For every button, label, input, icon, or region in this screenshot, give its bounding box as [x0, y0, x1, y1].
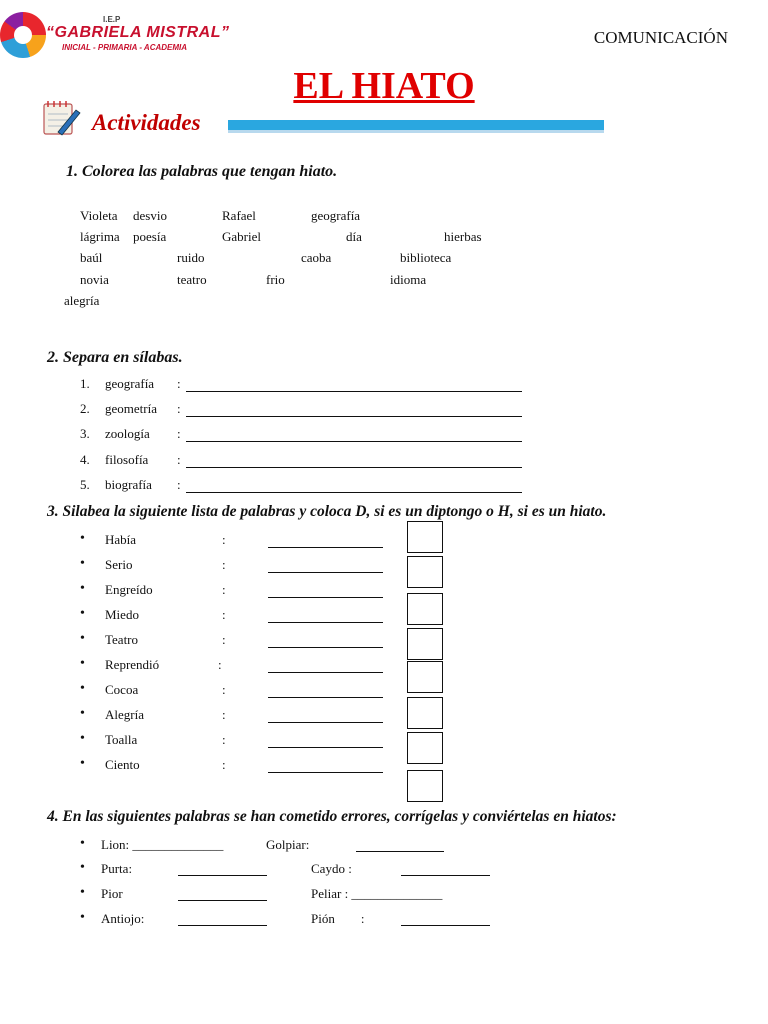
- q3-word: Teatro: [105, 632, 139, 647]
- page-title: EL HIATO: [293, 65, 475, 107]
- q4-heading: 4. En las siguientes palabras se han cometido errores, corrígelas y conviértelas en hiatos:: [47, 808, 617, 825]
- q4-word: Lion: ______________: [101, 837, 224, 852]
- q3-answer-box[interactable]: [407, 697, 443, 729]
- q2-number: 2.: [80, 401, 90, 416]
- q2-number: 1.: [80, 376, 90, 391]
- q3-colon: :: [222, 582, 226, 597]
- q1-word[interactable]: geografía: [311, 208, 361, 223]
- logo-subtitle: INICIAL - PRIMARIA - ACADEMIA: [62, 43, 188, 52]
- section-title: Actividades: [92, 110, 201, 135]
- q4-answer-line[interactable]: [178, 875, 267, 876]
- q2-colon: :: [177, 452, 181, 467]
- q1-word[interactable]: baúl: [80, 250, 103, 265]
- q3-answer-line[interactable]: [268, 547, 383, 548]
- q2-number: 5.: [80, 477, 90, 492]
- q4-answer-line[interactable]: [356, 851, 444, 852]
- bullet-icon: •: [80, 606, 85, 621]
- q2-colon: :: [177, 477, 181, 492]
- q2-number: 4.: [80, 452, 90, 467]
- q4-word: Purta:: [101, 861, 133, 876]
- q2-colon: :: [177, 401, 181, 416]
- bullet-icon: •: [80, 756, 85, 771]
- bullet-icon: •: [80, 860, 85, 875]
- q1-word[interactable]: día: [346, 229, 362, 244]
- school-logo-icon: [0, 12, 46, 58]
- q3-answer-box[interactable]: [407, 661, 443, 693]
- q2-word: filosofía: [105, 452, 149, 467]
- q2-word: geografía: [105, 376, 155, 391]
- q3-answer-box[interactable]: [407, 593, 443, 625]
- q4-word: Pión :: [311, 911, 365, 926]
- q3-answer-line[interactable]: [268, 747, 383, 748]
- notebook-pen-icon: [40, 96, 82, 138]
- q1-word[interactable]: desvio: [133, 208, 167, 223]
- q1-word[interactable]: frio: [266, 272, 285, 287]
- q2-colon: :: [177, 426, 181, 441]
- q4-word: Pior: [101, 886, 123, 901]
- q3-answer-box[interactable]: [407, 770, 443, 802]
- subject-label: COMUNICACIÓN: [593, 28, 728, 47]
- q3-answer-line[interactable]: [268, 697, 383, 698]
- bullet-icon: •: [80, 556, 85, 571]
- q3-answer-box[interactable]: [407, 628, 443, 660]
- q1-word[interactable]: biblioteca: [400, 250, 452, 265]
- q1-word[interactable]: idioma: [390, 272, 427, 287]
- bullet-icon: •: [80, 581, 85, 596]
- q3-word: Miedo: [105, 607, 139, 622]
- q3-colon: :: [222, 532, 226, 547]
- q1-word[interactable]: teatro: [177, 272, 207, 287]
- q1-word[interactable]: Violeta: [80, 208, 118, 223]
- q2-word: biografía: [105, 477, 152, 492]
- q3-word: Serio: [105, 557, 133, 572]
- q2-heading: 2. Separa en sílabas.: [47, 349, 183, 366]
- q3-answer-box[interactable]: [407, 521, 443, 553]
- q1-word[interactable]: Rafael: [222, 208, 256, 223]
- q4-answer-line[interactable]: [401, 925, 490, 926]
- q2-answer-line[interactable]: [186, 441, 522, 442]
- q2-answer-line[interactable]: [186, 416, 522, 417]
- q4-answer-line[interactable]: [178, 925, 267, 926]
- q1-word[interactable]: hierbas: [444, 229, 482, 244]
- q4-word: Caydo :: [311, 861, 352, 876]
- q3-colon: :: [222, 757, 226, 772]
- q3-answer-box[interactable]: [407, 732, 443, 764]
- q1-word[interactable]: Gabriel: [222, 229, 261, 244]
- bullet-icon: •: [80, 731, 85, 746]
- bullet-icon: •: [80, 531, 85, 546]
- q1-heading: 1. Colorea las palabras que tengan hiato.: [66, 163, 338, 180]
- q3-colon: :: [222, 732, 226, 747]
- q3-colon: :: [222, 632, 226, 647]
- bullet-icon: •: [80, 885, 85, 900]
- q3-colon: :: [222, 707, 226, 722]
- q1-word[interactable]: novia: [80, 272, 109, 287]
- q3-colon: :: [218, 657, 222, 672]
- q3-heading: 3. Silabea la siguiente lista de palabras y coloca D, si es un diptongo o H, si es un hiato.: [47, 503, 607, 520]
- q2-answer-line[interactable]: [186, 391, 522, 392]
- section-divider-shadow: [228, 130, 604, 133]
- q4-word: Peliar : ______________: [311, 886, 443, 901]
- q1-word[interactable]: poesía: [133, 229, 167, 244]
- q4-answer-line[interactable]: [178, 900, 267, 901]
- q3-word: Cocoa: [105, 682, 139, 697]
- q3-answer-line[interactable]: [268, 572, 383, 573]
- q1-word[interactable]: alegría: [64, 293, 100, 308]
- q3-answer-line[interactable]: [268, 672, 383, 673]
- bullet-icon: •: [80, 681, 85, 696]
- section-divider-bar: [228, 120, 604, 130]
- q2-number: 3.: [80, 426, 90, 441]
- bullet-icon: •: [80, 836, 85, 851]
- q3-answer-box[interactable]: [407, 556, 443, 588]
- q1-word[interactable]: caoba: [301, 250, 332, 265]
- q2-answer-line[interactable]: [186, 492, 522, 493]
- q3-word: Toalla: [105, 732, 138, 747]
- q3-answer-line[interactable]: [268, 597, 383, 598]
- q1-word[interactable]: lágrima: [80, 229, 120, 244]
- q3-colon: :: [222, 682, 226, 697]
- q3-word: Ciento: [105, 757, 140, 772]
- logo-iep-text: I.E.P: [103, 15, 121, 24]
- q2-answer-line[interactable]: [186, 467, 522, 468]
- q3-word: Había: [105, 532, 137, 547]
- q4-word: Antiojo:: [101, 911, 145, 926]
- q4-answer-line[interactable]: [401, 875, 490, 876]
- q3-word: Alegría: [105, 707, 144, 722]
- bullet-icon: •: [80, 706, 85, 721]
- q2-word: geometría: [105, 401, 157, 416]
- logo-school-name: “GABRIELA MISTRAL”: [46, 24, 230, 41]
- q3-colon: :: [222, 557, 226, 572]
- q1-word[interactable]: ruido: [177, 250, 205, 265]
- bullet-icon: •: [80, 656, 85, 671]
- q2-colon: :: [177, 376, 181, 391]
- bullet-icon: •: [80, 631, 85, 646]
- bullet-icon: •: [80, 910, 85, 925]
- q3-colon: :: [222, 607, 226, 622]
- q3-answer-line[interactable]: [268, 622, 383, 623]
- q3-word: Reprendió: [105, 657, 160, 672]
- q4-word: Golpiar:: [266, 837, 310, 852]
- q3-answer-line[interactable]: [268, 647, 383, 648]
- q3-answer-line[interactable]: [268, 772, 383, 773]
- q2-word: zoología: [105, 426, 150, 441]
- q3-answer-line[interactable]: [268, 722, 383, 723]
- q3-word: Engreído: [105, 582, 153, 597]
